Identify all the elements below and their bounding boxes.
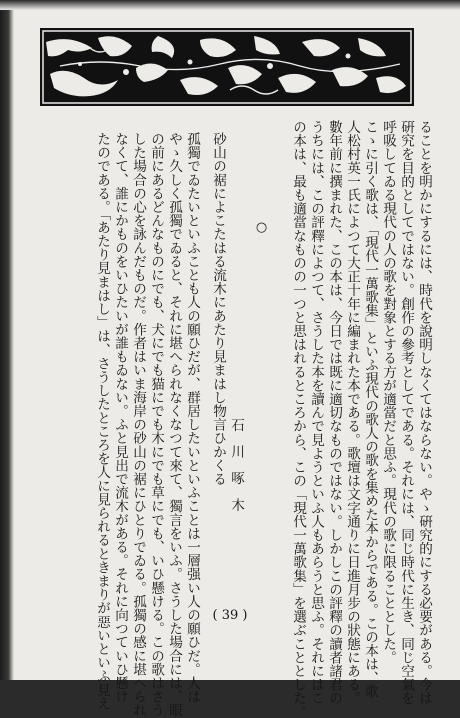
body-line: の本は、最も適當なものの一つと思はれるところから、この「現代一萬歌集」を選ぶこととした。 [290,120,306,718]
page-number: ( 39 ) [212,608,248,623]
commentary-line: 孤獨でゐたいといふことも人の願ひだが、群居したいといふことは一層强い人の願ひだ。人は [184,132,200,704]
body-line: ることを明かにするには、時代を說明しなくてはならない。やゝ硏究的にする必要がある。今は [416,120,432,705]
body-line: こゝに引く歌は、「現代一萬歌集」といふ現代の歌人の歌を集めた本からである。この本は、歌 [362,120,378,698]
scan-edge-left [0,0,14,680]
commentary-line: した場合の心を詠んだものだ。作者はいま海岸の砂山の裾にひとりでゐる。孤獨の感に堪へられ [130,132,146,717]
poem-author: 石川啄木 [228,418,244,525]
commentary-line: やゝ久しく孤獨でゐると、それに堪へられなくなつて來て、獨言をいふ。さうした場合には、眼 [166,132,182,717]
commentary-line: たのである。「あたり見まはし」は、さうしたところを人に見られるときまりが惡いといふ見え [94,132,110,710]
body-line: 呼吸してゐる現代の人の歌を對象とする方が適當だと思ふ。現代の歌に限ることとした。 [380,120,396,664]
body-line: 人松村英一氏によつて大正十年に編まれた本である。歌壇は文字通りに日進月步の狀態にある。 [344,120,360,705]
commentary-line: の前にあるどんなものにでも、犬にでも猫にでも木にでも草にでも、いひ懸ける。この歌はさう [148,132,164,717]
body-line: 數年前に撰まれた、この本は、今日では既に適切なものではない。しかしこの評釋の讀者諸君の [326,120,342,705]
body-line: うちには、この評釋によつて、さうした本を讀んで見ようといふ人もあらうと思ふ。それにはこ [308,120,324,705]
scan-edge-top [0,0,460,10]
decorative-header-banner [40,28,414,106]
section-marker: ○ [254,220,269,235]
poem-text: 砂山の裾によこたはる流木にあたり見まはし物言ひかくる [210,132,226,486]
commentary-line: なくて、誰にかものをいひたいが誰もゐない。ふと見出で流木がある。それに向つていひ懸け [112,132,128,704]
body-line: 硏究を目的としてではない。創作の參考としてである。それには、同じ時代に生き、同じ空氣を [398,120,414,705]
